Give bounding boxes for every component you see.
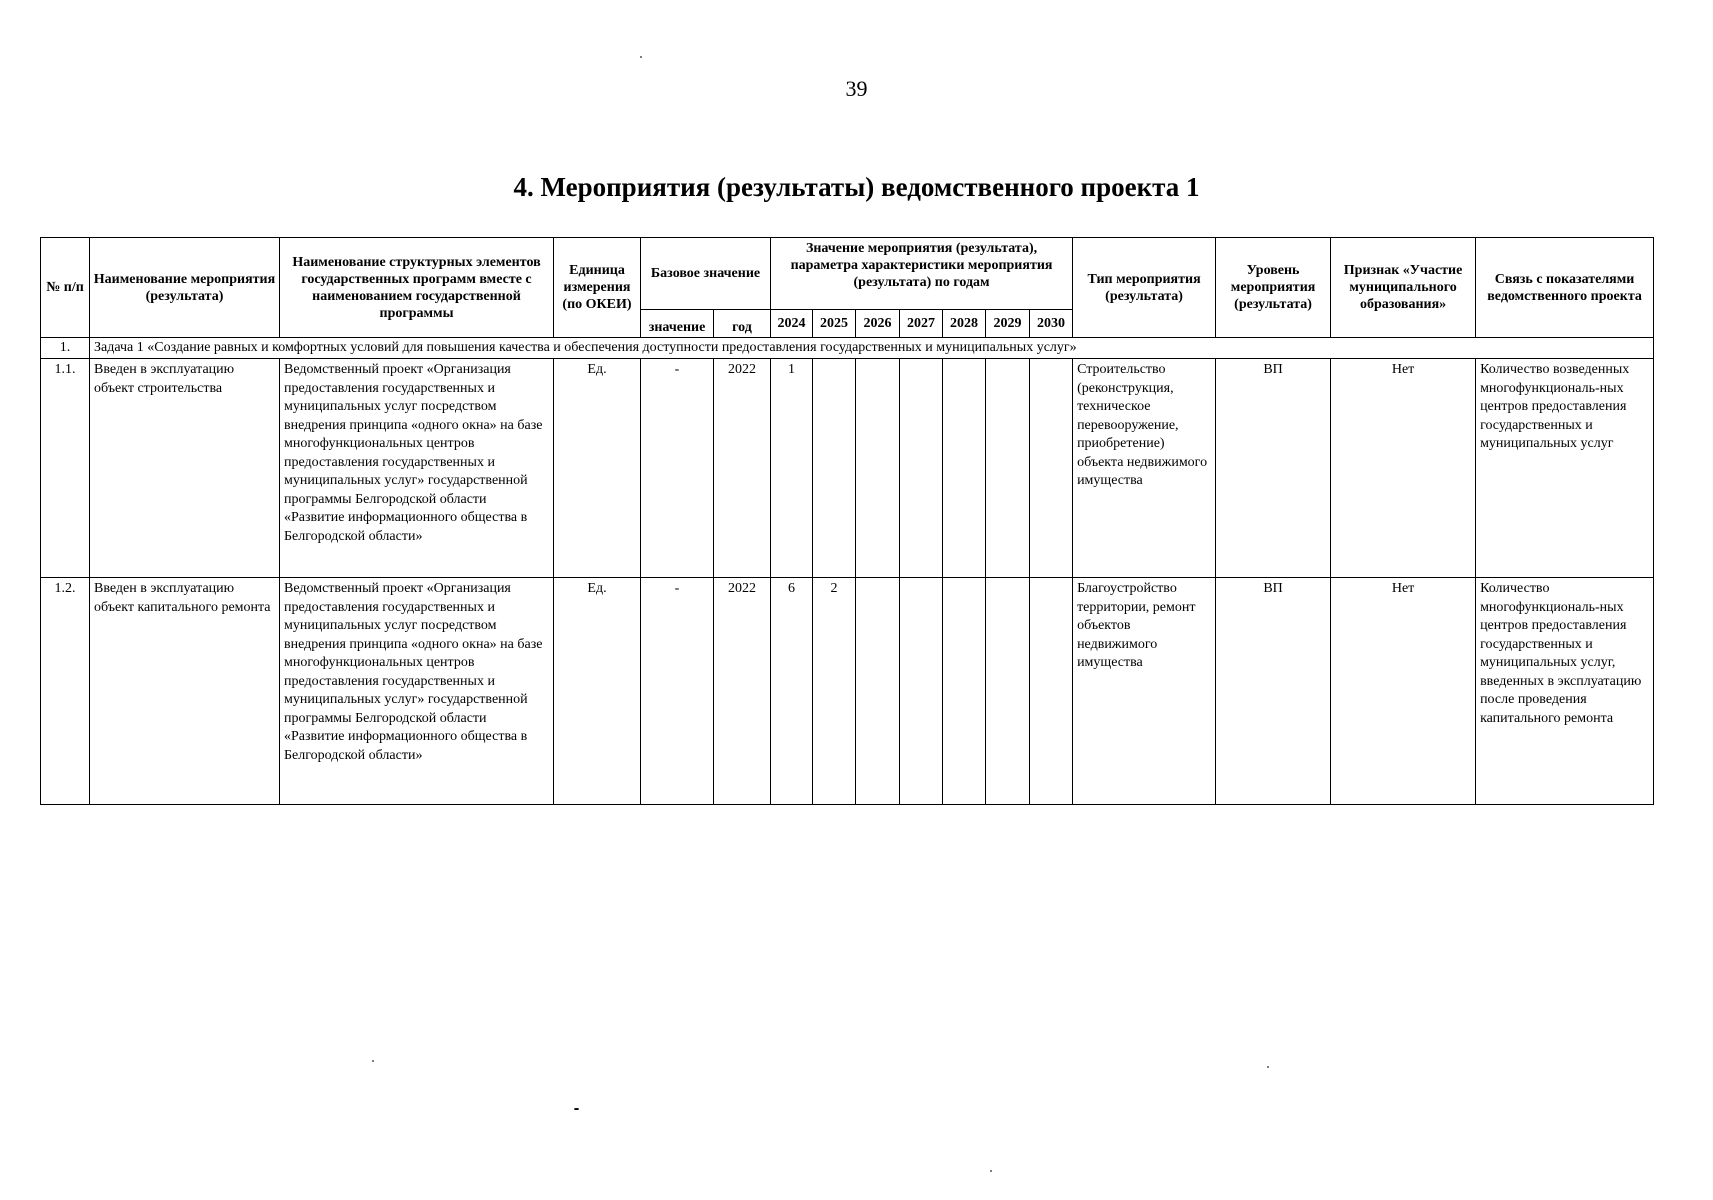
header-year-2026: 2026 [856, 310, 900, 338]
header-unit: Единица измерения (по ОКЕИ) [554, 238, 641, 338]
row-year-2026 [856, 578, 900, 805]
header-structural: Наименование структурных элементов государственных программ вместе с наименованием государственной программы [280, 238, 554, 338]
scan-speck [574, 1108, 579, 1110]
row-year-2030 [1030, 359, 1073, 578]
row-year-2026 [856, 359, 900, 578]
task-row [41, 338, 1654, 359]
row-sign: Нет [1331, 578, 1476, 805]
header-link: Связь с показателями ведомственного проекта [1476, 238, 1654, 338]
row-type: Строительство (реконструкция, техническое перевооружение, приобретение) объекта недвижимого имущества [1073, 359, 1216, 578]
row-base-year: 2022 [714, 359, 771, 578]
scan-speck [990, 1170, 992, 1172]
row-year-2027 [900, 578, 943, 805]
header-sign: Признак «Участие муниципального образования» [1331, 238, 1476, 338]
task-num: 1. [41, 338, 90, 359]
row-structural: Ведомственный проект «Организация предоставления государственных и муниципальных услуг посредством внедрения принципа «одного окна» на базе многофункциональных центров предоставления государственных и муниципальных услуг» государственной программы Белгородской области «Развитие информационного общества в Белгородской области» [280, 359, 554, 578]
row-name: Введен в эксплуатацию объект капитального ремонта [90, 578, 280, 805]
table-row [41, 578, 1654, 805]
header-year-2028: 2028 [943, 310, 986, 338]
row-base-year: 2022 [714, 578, 771, 805]
header-type: Тип мероприятия (результата) [1073, 238, 1216, 338]
row-link: Количество многофункциональ-ных центров предоставления государственных и муниципальных услуг, введенных в эксплуатацию после проведения капитального ремонта [1476, 578, 1654, 805]
scan-speck [640, 56, 642, 58]
row-num: 1.2. [41, 578, 90, 805]
row-unit: Ед. [554, 578, 641, 805]
header-name: Наименование мероприятия (результата) [90, 238, 280, 338]
row-level: ВП [1216, 359, 1331, 578]
row-year-2025: 2 [813, 578, 856, 805]
scan-speck [372, 1060, 374, 1062]
task-text: Задача 1 «Создание равных и комфортных условий для повышения качества и обеспечения доступности предоставления государственных и муниципальных услуг» [90, 338, 1654, 359]
row-structural: Ведомственный проект «Организация предоставления государственных и муниципальных услуг посредством внедрения принципа «одного окна» на базе многофункциональных центров предоставления государственных и муниципальных услуг» государственной программы Белгородской области «Развитие информационного общества в Белгородской области» [280, 578, 554, 805]
row-year-2028 [943, 578, 986, 805]
header-level: Уровень мероприятия (результата) [1216, 238, 1331, 338]
row-sign: Нет [1331, 359, 1476, 578]
header-values-by-year: Значение мероприятия (результата), параметра характеристики мероприятия (результата) по годам [771, 238, 1073, 310]
page-title: 4. Мероприятия (результаты) ведомственного проекта 1 [513, 172, 1200, 202]
header-year-2029: 2029 [986, 310, 1030, 338]
row-name: Введен в эксплуатацию объект строительства [90, 359, 280, 578]
header-num: № п/п [41, 238, 90, 338]
row-unit: Ед. [554, 359, 641, 578]
table-row [41, 359, 1654, 578]
events-table [40, 237, 1654, 805]
row-base-value: - [641, 359, 714, 578]
row-year-2028 [943, 359, 986, 578]
row-num: 1.1. [41, 359, 90, 578]
header-base-value: значение [641, 310, 714, 338]
header-base-year: год [714, 310, 771, 338]
header-year-2027: 2027 [900, 310, 943, 338]
row-base-value: - [641, 578, 714, 805]
page-number: 39 [845, 76, 868, 101]
row-type: Благоустройство территории, ремонт объектов недвижимого имущества [1073, 578, 1216, 805]
row-link: Количество возведенных многофункциональ-ных центров предоставления государственных и муниципальных услуг [1476, 359, 1654, 578]
row-year-2025 [813, 359, 856, 578]
header-year-2025: 2025 [813, 310, 856, 338]
header-year-2024: 2024 [771, 310, 813, 338]
row-level: ВП [1216, 578, 1331, 805]
row-year-2024: 6 [771, 578, 813, 805]
row-year-2029 [986, 359, 1030, 578]
header-base: Базовое значение [641, 238, 771, 310]
row-year-2027 [900, 359, 943, 578]
row-year-2024: 1 [771, 359, 813, 578]
header-year-2030: 2030 [1030, 310, 1073, 338]
row-year-2030 [1030, 578, 1073, 805]
row-year-2029 [986, 578, 1030, 805]
scan-speck [1267, 1066, 1269, 1068]
